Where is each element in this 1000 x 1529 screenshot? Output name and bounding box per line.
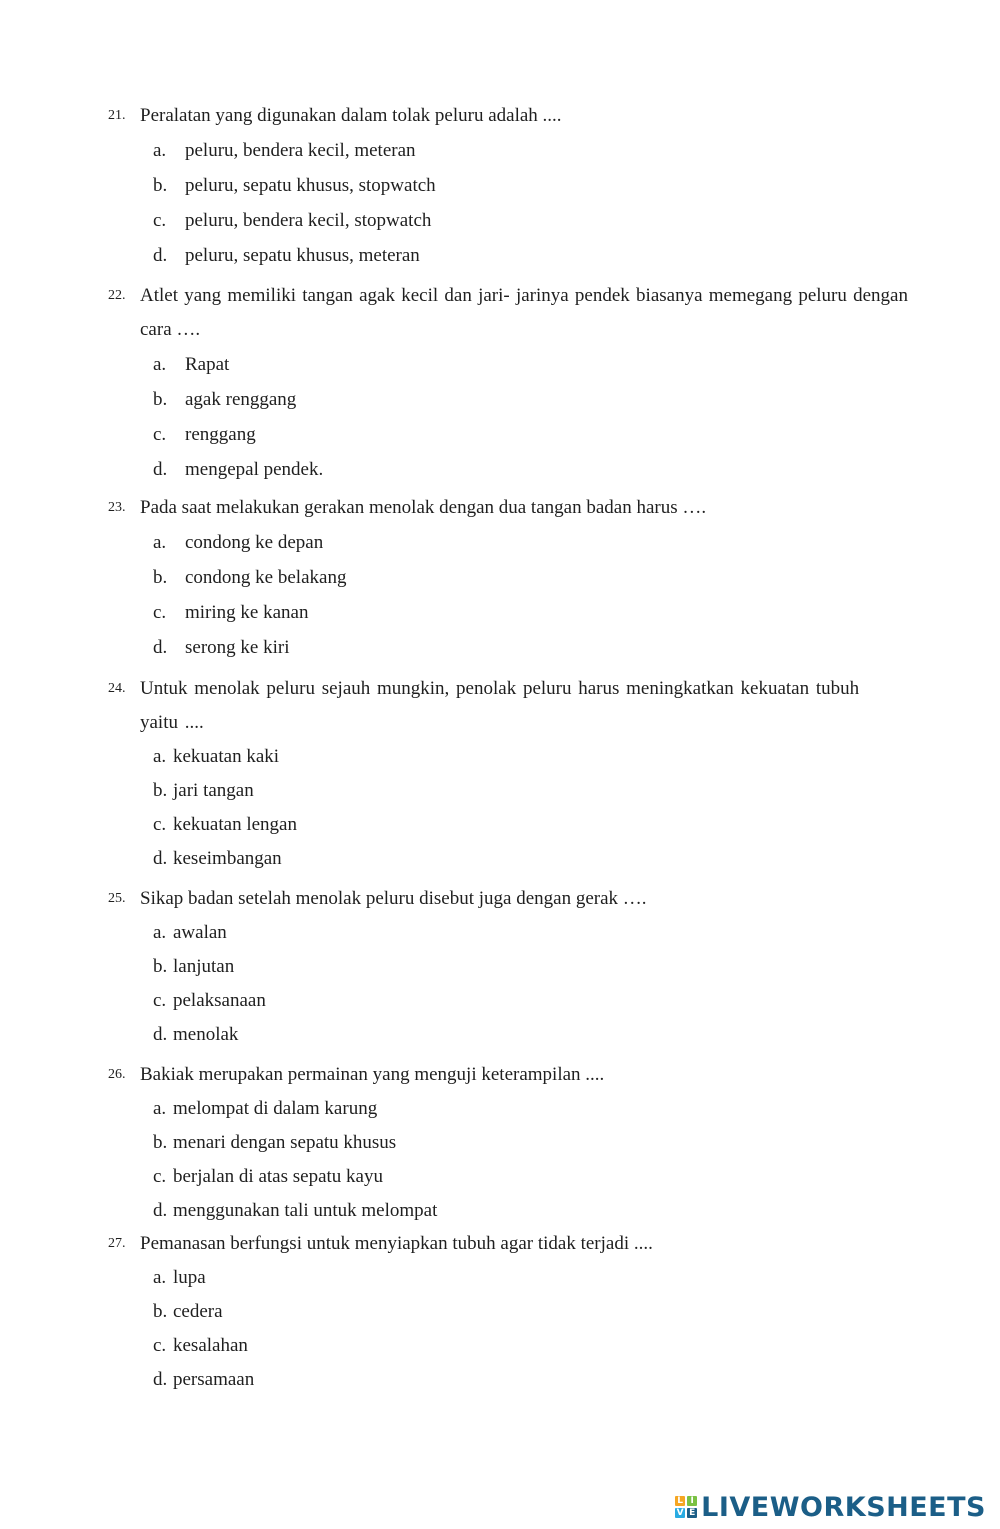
question-number: 26. xyxy=(108,1067,126,1082)
option-letter: a. xyxy=(153,1098,167,1119)
option-d[interactable] xyxy=(108,630,908,665)
option-text: lupa xyxy=(173,1267,206,1288)
question-22 xyxy=(108,279,908,487)
question-text xyxy=(108,1227,908,1261)
question-21 xyxy=(108,99,908,273)
option-letter: d. xyxy=(153,1369,168,1390)
option-text: kekuatan kaki xyxy=(173,746,280,767)
option-text: condong ke belakang xyxy=(185,567,347,588)
option-text: miring ke kanan xyxy=(185,602,309,623)
question-24 xyxy=(108,672,908,876)
option-d[interactable] xyxy=(108,842,908,876)
question-text xyxy=(108,1058,908,1092)
option-letter: a. xyxy=(153,140,167,161)
logo-tile: I xyxy=(687,1496,697,1506)
option-letter: d. xyxy=(153,459,168,480)
option-letter: a. xyxy=(153,1267,167,1288)
question-prompt: Untuk menolak peluru sejauh mungkin, penolak peluru harus meningkatkan kekuatan tubuh yaitu .... xyxy=(140,678,860,733)
option-letter: a. xyxy=(153,532,167,553)
option-c[interactable] xyxy=(108,1329,908,1363)
option-text: renggang xyxy=(185,424,256,445)
option-b[interactable] xyxy=(108,950,908,984)
option-letter: b. xyxy=(153,1132,168,1153)
option-letter: d. xyxy=(153,1024,168,1045)
option-a[interactable] xyxy=(108,1092,908,1126)
question-prompt: Pemanasan berfungsi untuk menyiapkan tubuh agar tidak terjadi .... xyxy=(140,1233,653,1254)
option-list xyxy=(108,133,908,273)
option-letter: a. xyxy=(153,354,167,375)
option-b[interactable] xyxy=(108,1126,908,1160)
option-letter: c. xyxy=(153,602,167,623)
option-letter: c. xyxy=(153,424,167,445)
logo-tile: L xyxy=(675,1496,685,1506)
option-list xyxy=(108,347,908,487)
option-letter: b. xyxy=(153,1301,168,1322)
option-text: berjalan di atas sepatu kayu xyxy=(173,1166,383,1187)
option-d[interactable] xyxy=(108,1363,908,1397)
question-number: 25. xyxy=(108,891,126,906)
option-text: keseimbangan xyxy=(173,848,282,869)
option-c[interactable] xyxy=(108,1160,908,1194)
option-text: lanjutan xyxy=(173,956,235,977)
option-letter: c. xyxy=(153,814,167,835)
option-a[interactable] xyxy=(108,916,908,950)
question-26 xyxy=(108,1058,908,1228)
option-b[interactable] xyxy=(108,560,908,595)
question-text xyxy=(108,279,908,347)
option-text: menari dengan sepatu khusus xyxy=(173,1132,397,1153)
question-prompt: Atlet yang memiliki tangan agak kecil dan jari- jarinya pendek biasanya memegang peluru dengan cara …. xyxy=(140,285,908,340)
option-text: menggunakan tali untuk melompat xyxy=(173,1200,438,1221)
logo-tile: E xyxy=(689,1508,696,1518)
question-number: 24. xyxy=(108,681,126,696)
option-a[interactable] xyxy=(108,1261,908,1295)
option-a[interactable] xyxy=(108,347,908,382)
option-text: agak renggang xyxy=(185,389,297,410)
option-text: menolak xyxy=(173,1024,239,1045)
liveworksheets-logo[interactable] xyxy=(675,1489,986,1525)
option-d[interactable] xyxy=(108,1018,908,1052)
brand-name: LIVEWORKSHEETS xyxy=(701,1491,986,1523)
option-a[interactable] xyxy=(108,525,908,560)
question-number: 21. xyxy=(108,108,126,123)
question-prompt: Sikap badan setelah menolak peluru disebut juga dengan gerak …. xyxy=(140,888,647,909)
option-b[interactable] xyxy=(108,382,908,417)
option-text: serong ke kiri xyxy=(185,637,290,658)
option-c[interactable] xyxy=(108,984,908,1018)
option-letter: c. xyxy=(153,1335,167,1356)
question-27 xyxy=(108,1227,908,1397)
option-d[interactable] xyxy=(108,452,908,487)
question-text xyxy=(108,672,908,740)
option-text: kesalahan xyxy=(173,1335,248,1356)
option-letter: d. xyxy=(153,1200,168,1221)
option-text: jari tangan xyxy=(173,780,254,801)
option-letter: c. xyxy=(153,210,167,231)
option-text: mengepal pendek. xyxy=(185,459,324,480)
option-text: peluru, bendera kecil, meteran xyxy=(185,140,416,161)
option-text: peluru, sepatu khusus, stopwatch xyxy=(185,175,436,196)
option-letter: c. xyxy=(153,990,167,1011)
question-text xyxy=(108,882,908,916)
question-prompt: Bakiak merupakan permainan yang menguji keterampilan .... xyxy=(140,1064,605,1085)
option-c[interactable] xyxy=(108,417,908,452)
option-letter: b. xyxy=(153,567,168,588)
option-text: persamaan xyxy=(173,1369,255,1390)
option-a[interactable] xyxy=(108,133,908,168)
option-c[interactable] xyxy=(108,595,908,630)
option-letter: d. xyxy=(153,637,168,658)
option-c[interactable] xyxy=(108,203,908,238)
option-letter: b. xyxy=(153,389,168,410)
option-letter: b. xyxy=(153,780,168,801)
option-a[interactable] xyxy=(108,740,908,774)
option-letter: d. xyxy=(153,245,168,266)
option-letter: b. xyxy=(153,956,168,977)
question-text xyxy=(108,491,908,525)
question-23 xyxy=(108,491,908,665)
logo-tile: V xyxy=(676,1508,684,1518)
option-letter: b. xyxy=(153,175,168,196)
option-text: cedera xyxy=(173,1301,223,1322)
liveworksheets-logo-icon xyxy=(675,1496,697,1518)
option-text: melompat di dalam karung xyxy=(173,1098,378,1119)
question-25 xyxy=(108,882,908,1052)
question-text xyxy=(108,99,908,133)
option-text: kekuatan lengan xyxy=(173,814,297,835)
option-d[interactable] xyxy=(108,1194,908,1228)
option-letter: c. xyxy=(153,1166,167,1187)
option-list xyxy=(108,740,908,876)
option-list xyxy=(108,1261,908,1397)
option-list xyxy=(108,1092,908,1228)
option-letter: a. xyxy=(153,746,167,767)
option-text: Rapat xyxy=(185,354,230,375)
option-text: condong ke depan xyxy=(185,532,324,553)
question-prompt: Pada saat melakukan gerakan menolak dengan dua tangan badan harus …. xyxy=(140,497,707,518)
option-b[interactable] xyxy=(108,774,908,808)
option-b[interactable] xyxy=(108,168,908,203)
option-text: peluru, sepatu khusus, meteran xyxy=(185,245,420,266)
option-letter: d. xyxy=(153,848,168,869)
option-b[interactable] xyxy=(108,1295,908,1329)
option-c[interactable] xyxy=(108,808,908,842)
question-prompt: Peralatan yang digunakan dalam tolak peluru adalah .... xyxy=(140,105,562,126)
option-d[interactable] xyxy=(108,238,908,273)
option-text: peluru, bendera kecil, stopwatch xyxy=(185,210,432,231)
question-number: 27. xyxy=(108,1236,126,1251)
option-letter: a. xyxy=(153,922,167,943)
option-text: pelaksanaan xyxy=(173,990,266,1011)
option-list xyxy=(108,916,908,1052)
option-text: awalan xyxy=(173,922,227,943)
question-number: 22. xyxy=(108,288,126,303)
option-list xyxy=(108,525,908,665)
question-number: 23. xyxy=(108,500,126,515)
